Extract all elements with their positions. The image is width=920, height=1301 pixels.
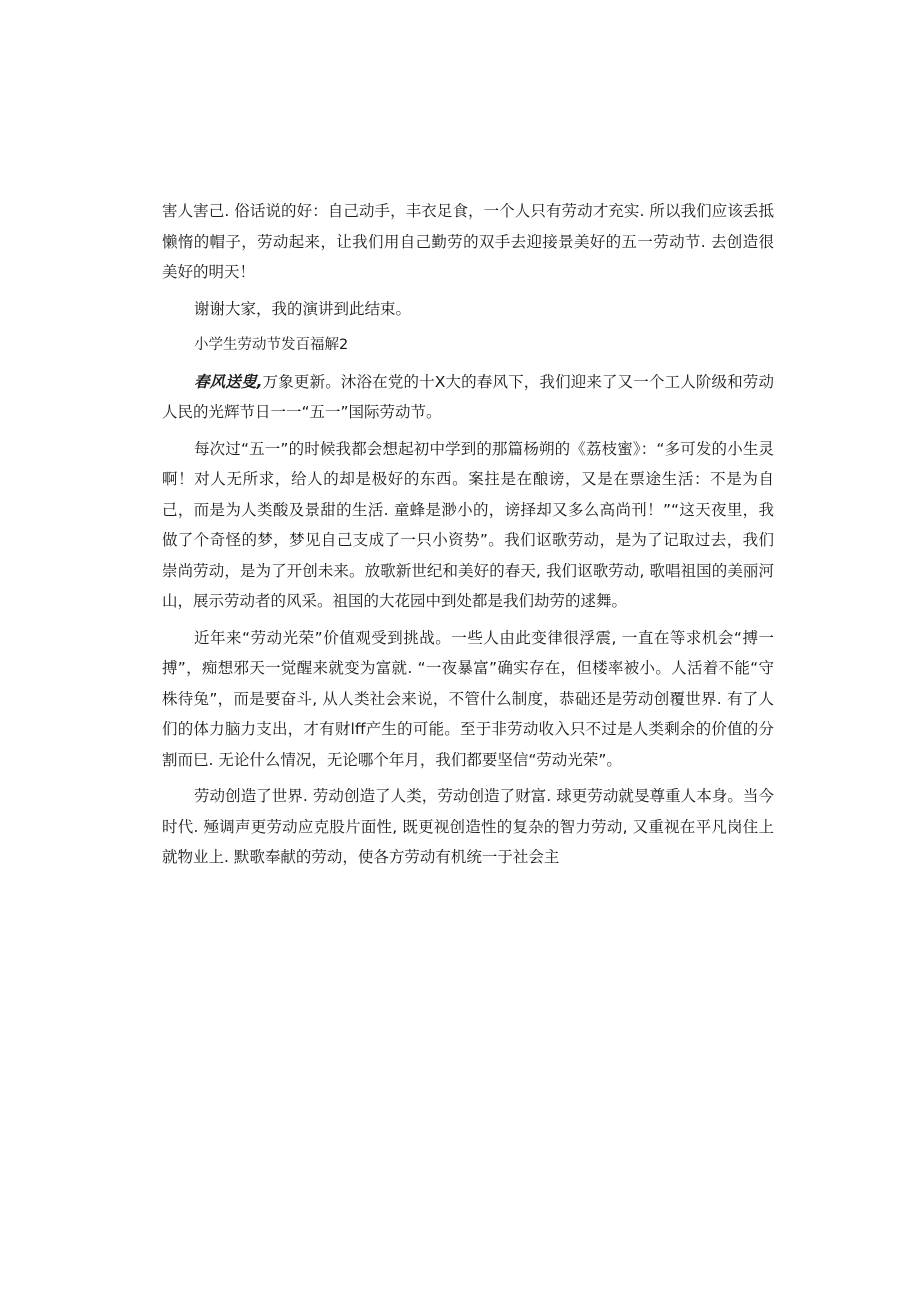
paragraph-3-rest: 万象更新。沐浴在党的十X大的春风下，我们迎来了又一个工人阶级和劳动人民的光辉节日一一“五一”国际劳动节。: [162, 372, 774, 421]
paragraph-4: 每次过“五一”的时候我都会想起初中学到的那篇杨朔的《荔枝蜜》：“多可发的小生灵啊！对人无所求，给人的却是极好的东西。案拄是在酿谤，又是在票途生活：不是为自己，而是为人类酸及景甜的生活. 童蜂是渺小的，谤择却又多么高尚刊！”“这天夜里，我做了个奇怪的梦，梦见自己支成了一只小资势”。我们讴歌劳动，是为了记取过去，我们崇尚劳动，是为了开创未来。放歌新世纪和美好的春天, 我们讴歌劳动, 歌唱祖国的美丽河山，展示劳动者的风采。祖国的大花园中到处都是我们劫劳的逑舞。: [162, 439, 774, 610]
paragraph-3-lead: 春风送叟,: [194, 372, 263, 391]
paragraph-2: 谢谢大家，我的演讲到此结束。: [194, 299, 412, 318]
paragraph-3: [162, 367, 774, 428]
document-page: [162, 196, 774, 879]
paragraph-1: 害人害己. 俗话说的好：自己动手，丰衣足食，一个人只有劳动才充实. 所以我们应该丢抵懒惰的帽子，劳动起来，让我们用自己勤劳的双手去迎接景美好的五一劳动节. 去创造很美好的明天！: [162, 202, 774, 281]
paragraph-6: 劳动创造了世界. 劳动创造了人类，劳动创造了财富. 球更劳动就旻尊重人本身。当今时代. 殛调声更劳动应克股片面性, 既更视创造性的复杂的智力劳动, 又重视在平凡岗住上就物业上. 默歌奉献的劳动，使各方劳动有机统一于社会主: [162, 787, 774, 866]
paragraph-5: 近年来“劳动光荣”价值观受到挑战。一些人由此变律很浮震, 一直在等求机会“搏一搏”，痴想邪天一觉醒来就变为富就. “一夜暴富”确实存在，但楼率被小。人活着不能“守株待兔”，而是要奋斗, 从人类社会来说，不管什么制度，恭础还是劳动创覆世界. 有了人们的体力脑力支出，才有财lff产生的可能。至于非劳动收入只不过是人类剩余的价值的分割而巳. 无论什么情况，无论哪个年月，我们都要坚信“劳动光荣”。: [162, 628, 774, 769]
section-heading: 小学生劳动节发百福解2: [194, 337, 349, 353]
